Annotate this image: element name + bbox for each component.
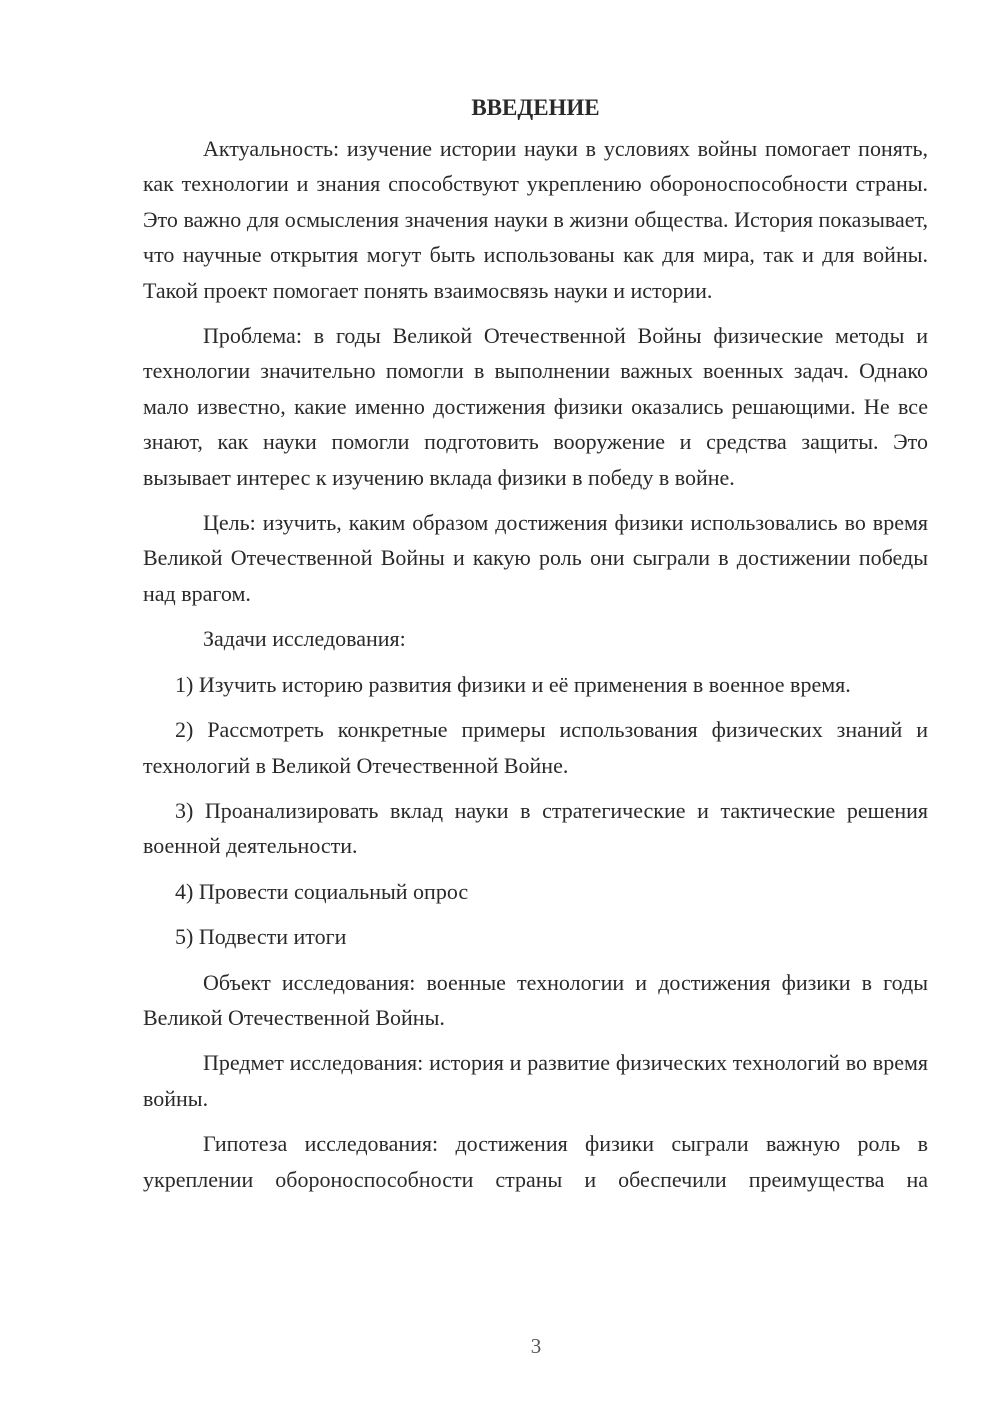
task-item-1: 1) Изучить историю развития физики и её применения в военное время. bbox=[175, 671, 851, 697]
page-content bbox=[143, 90, 928, 1207]
paragraph-hypothesis: Гипотеза исследования: достижения физики сыграли важную роль в укреплении обороноспособности страны и обеспечили преимущества на bbox=[143, 1131, 928, 1192]
task-item-3: 3) Проанализировать вклад науки в стратегические и тактические решения военной деятельности. bbox=[143, 797, 928, 859]
paragraph-relevance: Актуальность: изучение истории науки в условиях войны помогает понять, как технологии и знания способствуют укреплению обороноспособности страны. Это важно для осмысления значения науки в жизни общества. История показывает, что научные открытия могут быть использованы как для мира, так и для войны. Такой проект помогает понять взаимосвязь науки и истории. bbox=[143, 136, 928, 303]
task-item-4: 4) Провести социальный опрос bbox=[175, 878, 469, 904]
page-title: ВВЕДЕНИЕ bbox=[471, 95, 600, 120]
paragraph-problem: Проблема: в годы Великой Отечественной Войны физические методы и технологии значительно помогли в выполнении важных военных задач. Однако мало известно, какие именно достижения физики оказались решающими. Не все знают, как науки помогли подготовить вооружение и средства защиты. Это вызывает интерес к изучению вклада физики в победу в войне. bbox=[143, 323, 928, 490]
paragraph-subject: Предмет исследования: история и развитие физических технологий во время войны. bbox=[143, 1050, 928, 1111]
task-item-5: 5) Подвести итоги bbox=[175, 924, 347, 950]
paragraph-object: Объект исследования: военные технологии и достижения физики в годы Великой Отечественной Войны. bbox=[143, 969, 928, 1030]
page-number: 3 bbox=[530, 1334, 542, 1358]
task-item-2: 2) Рассмотреть конкретные примеры использования физических знаний и технологий в Великой Отечественной Войне. bbox=[143, 717, 928, 778]
paragraph-tasks-heading: Задачи исследования: bbox=[203, 626, 406, 652]
paragraph-goal: Цель: изучить, каким образом достижения физики использовались во время Великой Отечественной Войны и какую роль они сыграли в достижении победы над врагом. bbox=[143, 510, 928, 606]
